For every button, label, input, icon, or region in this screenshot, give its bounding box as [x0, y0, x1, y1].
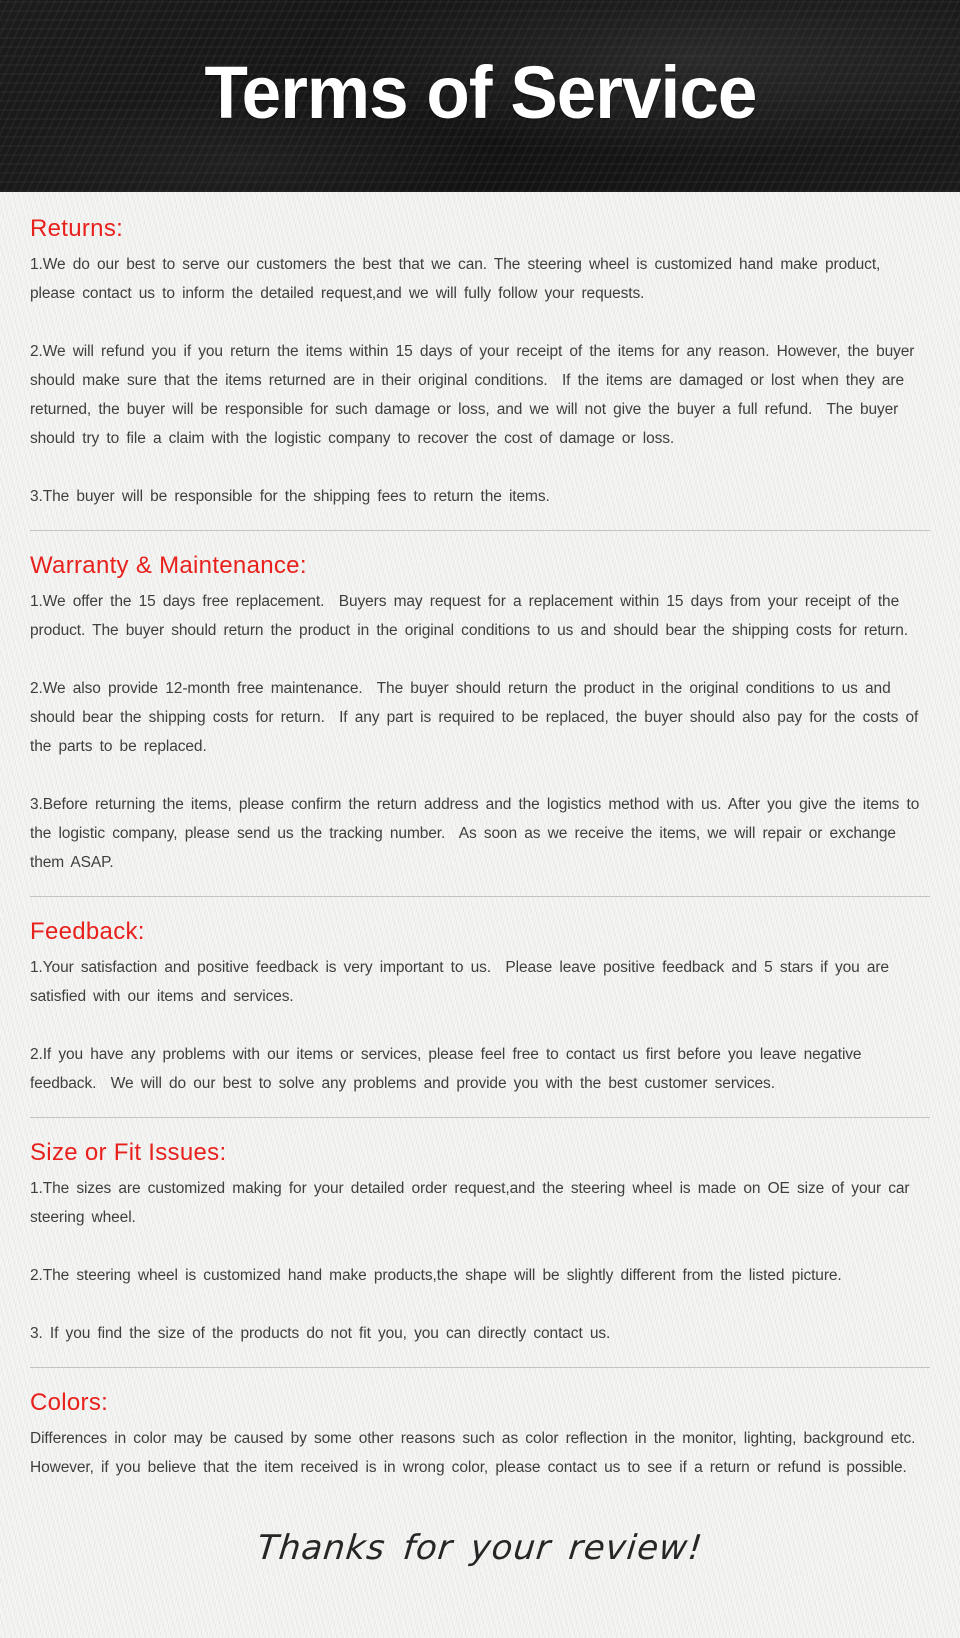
warranty-paragraph-2: 2.We also provide 12-month free maintenance. The buyer should return the product in the original conditions to us and should bear the shipping costs for return. If any part is required to be replaced, the buyer should also pay for the costs of the parts to be replaced. [30, 680, 926, 755]
colors-paragraph-1: Differences in color may be caused by some other reasons such as color reflection in the monitor, lighting, background etc. However, if you believe that the item received is in wrong color, please contact us to see if a return or refund is possible. [30, 1430, 923, 1476]
page-title: Terms of Service [204, 50, 756, 134]
size-fit-paragraph-2: 2.The steering wheel is customized hand make products,the shape will be slightly different from the listed picture. [30, 1267, 842, 1284]
terms-content [0, 192, 960, 1568]
section-divider [30, 530, 930, 531]
section-divider [30, 1117, 930, 1118]
feedback-paragraph-2: 2.If you have any problems with our items or services, please feel free to contact us first before you leave negative feedback. We will do our best to solve any problems and provide you with the best customer services. [30, 1046, 869, 1092]
section-heading-colors: Colors: [30, 1389, 109, 1416]
section-heading-warranty: Warranty & Maintenance: [30, 552, 307, 579]
returns-paragraph-2: 2.We will refund you if you return the items within 15 days of your receipt of the items for any reason. However, the buyer should make sure that the items returned are in their original conditions. If the items are damaged or lost when they are returned, the buyer will be responsible for such damage or loss, and we will not give the buyer a full refund. The buyer should try to file a claim with the logistic company to recover the cost of damage or loss. [30, 343, 922, 447]
size-fit-paragraph-3: 3. If you find the size of the products do not fit you, you can directly contact us. [30, 1325, 611, 1342]
section-feedback [30, 918, 930, 1098]
section-size-fit [30, 1139, 930, 1348]
section-returns [30, 215, 930, 511]
section-warranty-maintenance [30, 552, 930, 877]
section-heading-size-fit: Size or Fit Issues: [30, 1139, 227, 1166]
footer-thanks-message: Thanks for your review! [255, 1528, 705, 1568]
size-fit-paragraph-1: 1.The sizes are customized making for your detailed order request,and the steering wheel is made on OE size of your car steering wheel. [30, 1180, 917, 1226]
feedback-paragraph-1: 1.Your satisfaction and positive feedback is very important to us. Please leave positive feedback and 5 stars if you are satisfied with our items and services. [30, 959, 897, 1005]
warranty-paragraph-3: 3.Before returning the items, please confirm the return address and the logistics method with us. After you give the items to the logistic company, please send us the tracking number. As soon as we receive the items, we will repair or exchange them ASAP. [30, 796, 927, 871]
section-divider [30, 1367, 930, 1368]
returns-paragraph-1: 1.We do our best to serve our customers the best that we can. The steering wheel is customized hand make product, please contact us to inform the detailed request,and we will fully follow your requests. [30, 256, 888, 302]
section-heading-feedback: Feedback: [30, 918, 145, 945]
header-banner [0, 0, 960, 192]
returns-paragraph-3: 3.The buyer will be responsible for the shipping fees to return the items. [30, 488, 550, 505]
section-divider [30, 896, 930, 897]
warranty-paragraph-1: 1.We offer the 15 days free replacement. Buyers may request for a replacement within 15 days from your receipt of the product. The buyer should return the product in the original conditions to us and should bear the shipping costs for return. [30, 593, 908, 639]
section-heading-returns: Returns: [30, 215, 124, 242]
section-colors [30, 1389, 930, 1482]
